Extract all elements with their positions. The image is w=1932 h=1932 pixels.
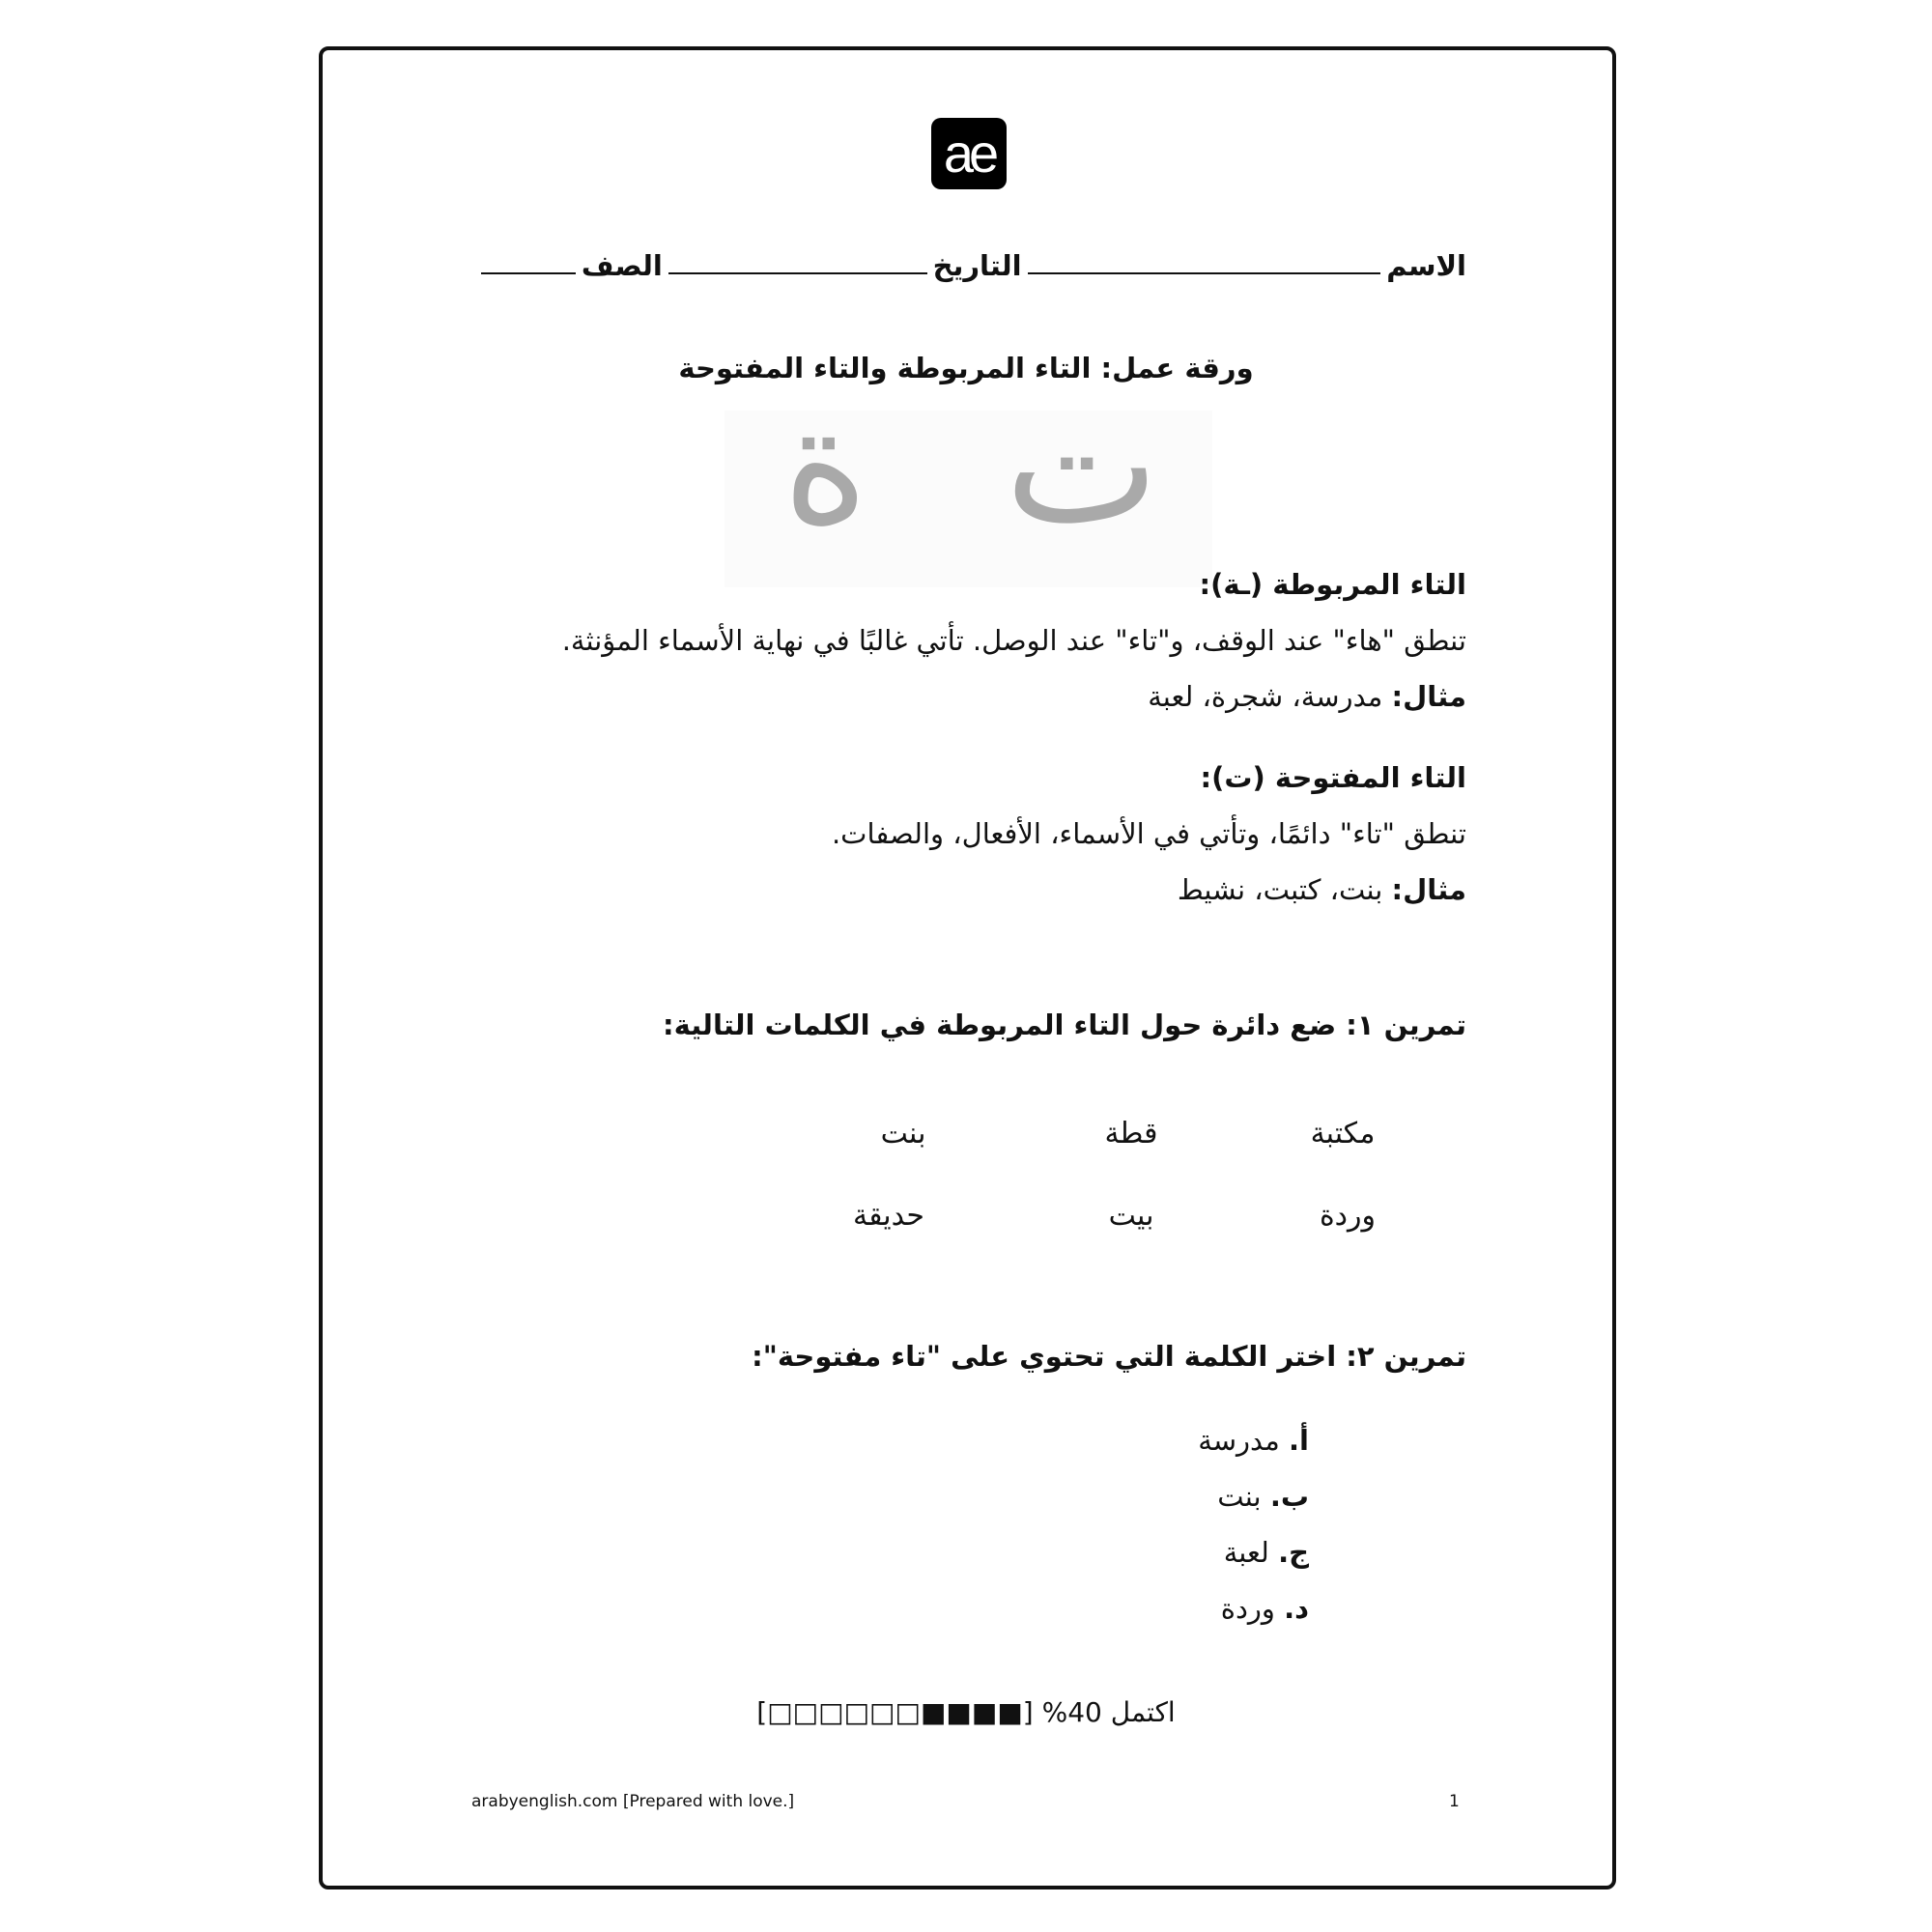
date-label: التاريخ [932, 249, 1022, 282]
worksheet-title: ورقة عمل: التاء المربوطة والتاء المفتوحة [678, 352, 1254, 384]
class-label: الصف [581, 249, 663, 282]
exercise1-heading: تمرين ١: ضع دائرة حول التاء المربوطة في الكلمات التالية: [663, 1009, 1466, 1041]
tied-taa-description: تنطق "هاء" عند الوقف، و"تاء" عند الوصل. تأتي غالبًا في نهاية الأسماء المؤنثة. [561, 624, 1466, 657]
option-label: د. [1284, 1592, 1309, 1625]
open-taa-description: تنطق "تاء" دائمًا، وتأتي في الأسماء، الأفعال، والصفات. [831, 817, 1466, 850]
student-info-row [475, 238, 1466, 282]
option-text: وردة [1220, 1592, 1285, 1625]
example-label: مثال: [1391, 680, 1466, 713]
progress-indicator: اكتمل 40% [■■■■□□□□□□] [756, 1696, 1176, 1728]
open-taa-example [1178, 873, 1466, 906]
example-text: بنت، كتبت، نشيط [1177, 873, 1392, 906]
worksheet-page [319, 46, 1616, 1889]
class-blank-line[interactable] [481, 270, 576, 274]
exercise1-word[interactable]: حديقة [853, 1199, 924, 1233]
option-label: ج. [1278, 1536, 1309, 1569]
exercise2-option[interactable] [1221, 1592, 1309, 1625]
exercise2-option[interactable] [1224, 1536, 1309, 1569]
name-label: الاسم [1386, 249, 1466, 282]
exercise1-word[interactable]: مكتبة [1310, 1117, 1376, 1151]
open-taa-heading: التاء المفتوحة (ت): [1200, 761, 1466, 794]
footer-site: arabyenglish.com [Prepared with love.] [471, 1792, 795, 1811]
tied-taa-example [1148, 680, 1466, 713]
exercise2-option[interactable] [1217, 1480, 1309, 1513]
tied-taa-heading: التاء المربوطة (ـة): [1199, 568, 1466, 601]
option-text: مدرسة [1198, 1424, 1290, 1457]
exercise1-word[interactable]: بنت [880, 1117, 926, 1151]
exercise1-word[interactable]: قطة [1104, 1117, 1158, 1151]
option-label: أ. [1289, 1424, 1309, 1457]
letters-illustration [724, 370, 1212, 587]
option-text: لعبة [1223, 1536, 1279, 1569]
exercise2-option[interactable] [1198, 1424, 1309, 1457]
open-taa-letter: ت [1005, 370, 1160, 561]
example-label: مثال: [1391, 873, 1466, 906]
tied-taa-letter: ة [782, 370, 869, 561]
page-number: 1 [1449, 1792, 1460, 1811]
example-text: مدرسة، شجرة، لعبة [1148, 680, 1392, 713]
name-blank-line[interactable] [1028, 270, 1381, 274]
option-text: بنت [1217, 1480, 1270, 1513]
exercise1-word[interactable]: بيت [1108, 1199, 1154, 1233]
date-blank-line[interactable] [668, 270, 927, 274]
option-label: ب. [1269, 1480, 1309, 1513]
exercise2-heading: تمرين ٢: اختر الكلمة التي تحتوي على "تاء مفتوحة": [752, 1340, 1466, 1373]
exercise1-word[interactable]: وردة [1319, 1199, 1377, 1233]
brand-logo: ae [931, 118, 1007, 189]
